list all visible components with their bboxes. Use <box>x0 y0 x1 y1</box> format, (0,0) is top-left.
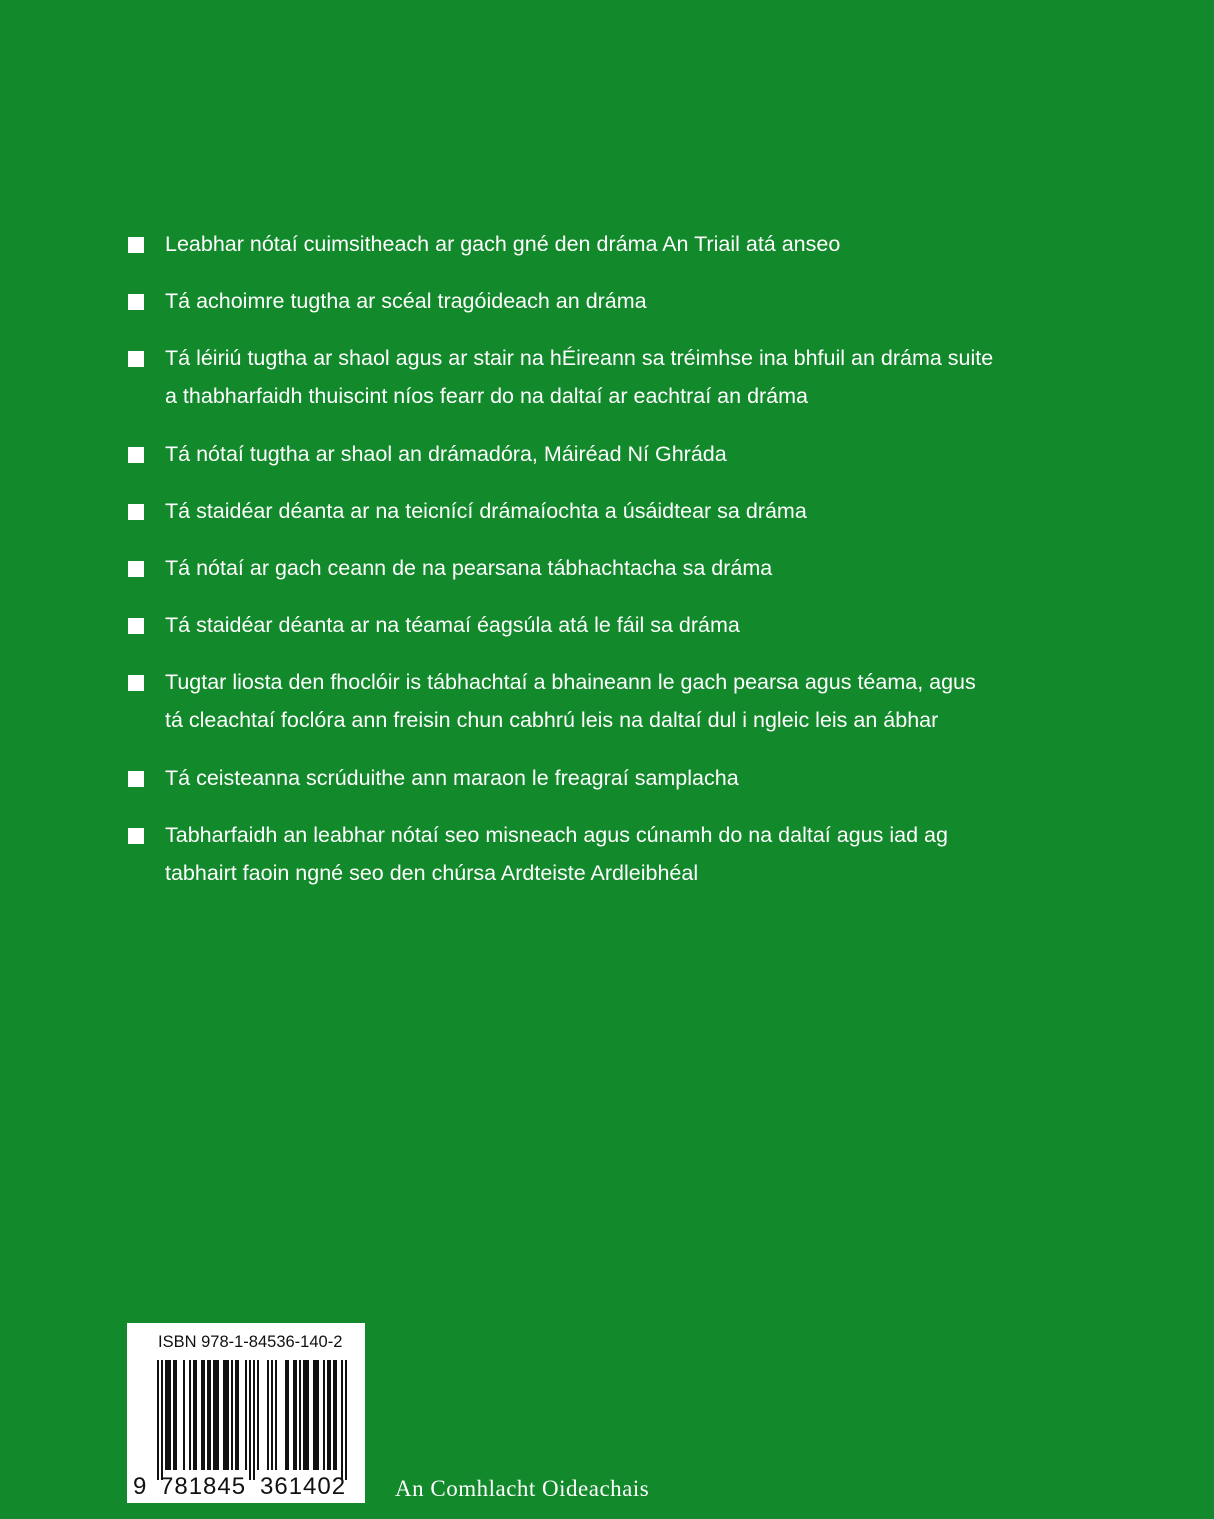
barcode-bar <box>207 1360 209 1470</box>
barcode-bar <box>203 1360 205 1470</box>
barcode-bar <box>267 1360 269 1470</box>
square-bullet-icon <box>128 675 144 691</box>
bullet-text-line: Leabhar nótaí cuimsitheach ar gach gné den dráma An Triail atá anseo <box>165 232 841 256</box>
bullet-text-line: tá cleachtaí foclóra ann freisin chun cabhrú leis na daltaí dul i ngleic leis an ábhar <box>165 708 939 732</box>
barcode-bar <box>223 1360 225 1470</box>
bullet-text-line: Tá achoimre tugtha ar scéal tragóideach an dráma <box>165 289 647 313</box>
barcode-bar <box>227 1360 229 1470</box>
square-bullet-icon <box>128 561 144 577</box>
barcode-bar <box>201 1360 203 1470</box>
bullet-text-line: Tá staidéar déanta ar na téamaí éagsúla atá le fáil sa dráma <box>165 613 740 637</box>
barcode-bar <box>341 1360 343 1480</box>
barcode-bar <box>287 1360 289 1470</box>
barcode-bar <box>299 1360 301 1470</box>
barcode-bar <box>293 1360 295 1470</box>
isbn-label: ISBN 978-1-84536-140-2 <box>158 1333 343 1351</box>
barcode-bar <box>345 1360 347 1480</box>
barcode-bar <box>285 1360 287 1470</box>
barcode-bar <box>169 1360 171 1470</box>
barcode-bar <box>195 1360 197 1470</box>
barcode-bar <box>217 1360 219 1470</box>
barcode-bar <box>237 1360 239 1470</box>
barcode-bar <box>257 1360 259 1470</box>
barcode-bar <box>189 1360 191 1470</box>
isbn-barcode <box>127 1323 365 1503</box>
bullet-text-line: a thabharfaidh thuiscint níos fearr do na daltaí ar eachtraí an dráma <box>165 384 809 408</box>
barcode-bar <box>327 1360 329 1470</box>
barcode-first-digit: 9 <box>133 1473 148 1500</box>
barcode-bar <box>317 1360 319 1470</box>
bullet-text-line: Tá léiriú tugtha ar shaol agus ar stair na hÉireann sa tréimhse ina bhfuil an dráma suite <box>165 346 994 370</box>
square-bullet-icon <box>128 828 144 844</box>
barcode-bar <box>275 1360 277 1470</box>
publisher-name: An Comhlacht Oideachais <box>395 1476 650 1501</box>
barcode-bar <box>245 1360 247 1470</box>
bullet-text-line: Tabharfaidh an leabhar nótaí seo misneach agus cúnamh do na daltaí agus iad ag <box>165 823 948 847</box>
barcode-bar <box>167 1360 169 1470</box>
barcode-bar <box>231 1360 233 1470</box>
square-bullet-icon <box>128 294 144 310</box>
bullet-text-line: tabhairt faoin ngné seo den chúrsa Ardteiste Ardleibhéal <box>165 861 699 885</box>
barcode-bar <box>215 1360 217 1470</box>
barcode-bar <box>253 1360 255 1480</box>
barcode-bar <box>307 1360 309 1470</box>
barcode-bar <box>209 1360 211 1470</box>
square-bullet-icon <box>128 351 144 367</box>
barcode-bar <box>315 1360 317 1470</box>
barcode-right-digits: 361402 <box>260 1473 347 1500</box>
barcode-bar <box>335 1360 337 1470</box>
barcode-bar <box>235 1360 237 1470</box>
bullet-text-line: Tá staidéar déanta ar na teicnící drámaíochta a úsáidtear sa dráma <box>165 499 807 523</box>
bullet-text-line: Tá ceisteanna scrúduithe ann maraon le freagraí samplacha <box>165 766 739 790</box>
barcode-bar <box>249 1360 251 1480</box>
barcode-bar <box>173 1360 175 1470</box>
barcode-bar <box>225 1360 227 1470</box>
bullet-text-line: Tá nótaí tugtha ar shaol an drámadóra, Máiréad Ní Ghráda <box>165 442 727 466</box>
barcode-bar <box>271 1360 273 1470</box>
barcode-bar <box>161 1360 163 1480</box>
barcode-bar <box>305 1360 307 1470</box>
barcode-bar <box>183 1360 185 1470</box>
square-bullet-icon <box>128 618 144 634</box>
barcode-bar <box>333 1360 335 1470</box>
bullet-text-line: Tá nótaí ar gach ceann de na pearsana tábhachtacha sa dráma <box>165 556 773 580</box>
square-bullet-icon <box>128 447 144 463</box>
barcode-bar <box>213 1360 215 1470</box>
barcode-bar <box>303 1360 305 1470</box>
barcode-bar <box>165 1360 167 1470</box>
square-bullet-icon <box>128 504 144 520</box>
barcode-bar <box>295 1360 297 1470</box>
barcode-bar <box>329 1360 331 1470</box>
square-bullet-icon <box>128 771 144 787</box>
barcode-bar <box>193 1360 195 1470</box>
barcode-bar <box>323 1360 325 1470</box>
bullet-text-line: Tugtar liosta den fhoclóir is tábhachtaí a bhaineann le gach pearsa agus téama, agus <box>165 670 976 694</box>
barcode-bar <box>157 1360 159 1480</box>
barcode-left-digits: 781845 <box>160 1473 247 1500</box>
barcode-bar <box>175 1360 177 1470</box>
square-bullet-icon <box>128 237 144 253</box>
barcode-bar <box>313 1360 315 1470</box>
